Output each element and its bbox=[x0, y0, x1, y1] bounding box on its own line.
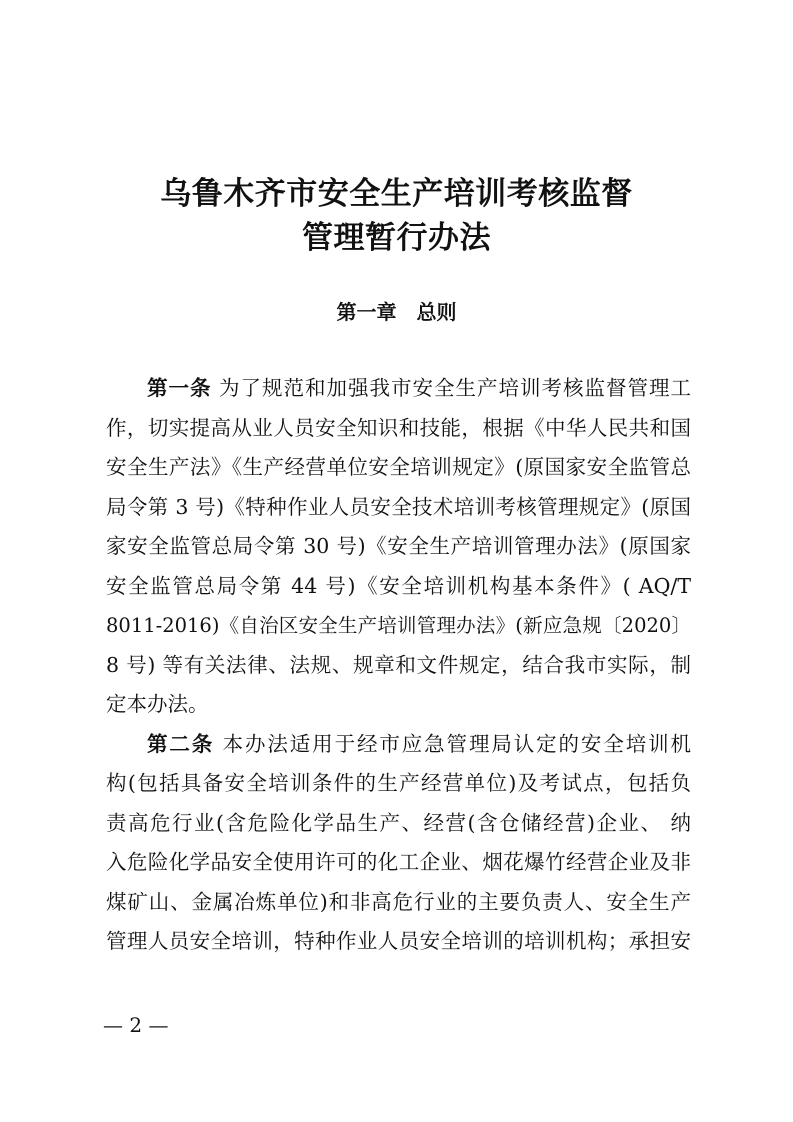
article-2-line-2: 构(包括具备安全培训条件的生产经营单位)及考试点，包括负 bbox=[106, 771, 691, 795]
chapter-heading: 第一章 总则 bbox=[336, 300, 457, 324]
article-1-line-3: 安全生产法》《生产经营单位安全培训规定》(原国家安全监管总 bbox=[106, 455, 691, 479]
article-2-line-1 bbox=[106, 725, 691, 765]
document-title bbox=[0, 172, 793, 260]
article-1-line-9: 定本办法。 bbox=[106, 692, 209, 716]
article-1-line-7: 8011-2016)《自治区安全生产培训管理办法》(新应急规〔2020〕 bbox=[106, 614, 691, 637]
article-1-line-2: 作，切实提高从业人员安全知识和技能，根据《中华人民共和国 bbox=[106, 415, 691, 440]
article-1-line-8: 8 号) 等有关法律、法规、规章和文件规定，结合我市实际，制 bbox=[106, 652, 691, 677]
article-1-line-5: 家安全监管总局令第 30 号)《安全生产培训管理办法》(原国家 bbox=[106, 534, 691, 558]
article-1-label: 第一条 bbox=[147, 376, 212, 400]
article-1-text: 为了规范和加强我市安全生产培训考核监督管理工 bbox=[219, 376, 691, 400]
article-1-line-6: 安全监管总局令第 44 号)《安全培训机构基本条件》( AQ/T bbox=[106, 573, 691, 598]
document-body bbox=[106, 369, 691, 962]
article-2-label: 第二条 bbox=[147, 731, 215, 756]
article-2-line-5: 煤矿山、金属冶炼单位)和非高危行业的主要负责人、安全生产 bbox=[106, 889, 691, 914]
article-2-line-6: 管理人员安全培训，特种作业人员安全培训的培训机构；承担安 bbox=[106, 929, 691, 953]
article-1-line-1 bbox=[106, 369, 691, 409]
title-line-1: 乌鲁木齐市安全生产培训考核监督 bbox=[160, 176, 633, 212]
article-2-text: 本办法适用于经市应急管理局认定的安全培训机 bbox=[222, 731, 691, 756]
page-number: — 2 — bbox=[103, 1013, 169, 1037]
title-line-2: 管理暂行办法 bbox=[302, 220, 491, 256]
article-1-line-4: 局令第 3 号)《特种作业人员安全技术培训考核管理规定》(原国 bbox=[106, 494, 691, 519]
article-2-line-4: 入危险化学品安全使用许可的化工企业、烟花爆竹经营企业及非 bbox=[106, 850, 691, 874]
article-2-line-3: 责高危行业(含危险化学品生产、经营(含仓储经营)企业、 纳 bbox=[106, 810, 691, 835]
